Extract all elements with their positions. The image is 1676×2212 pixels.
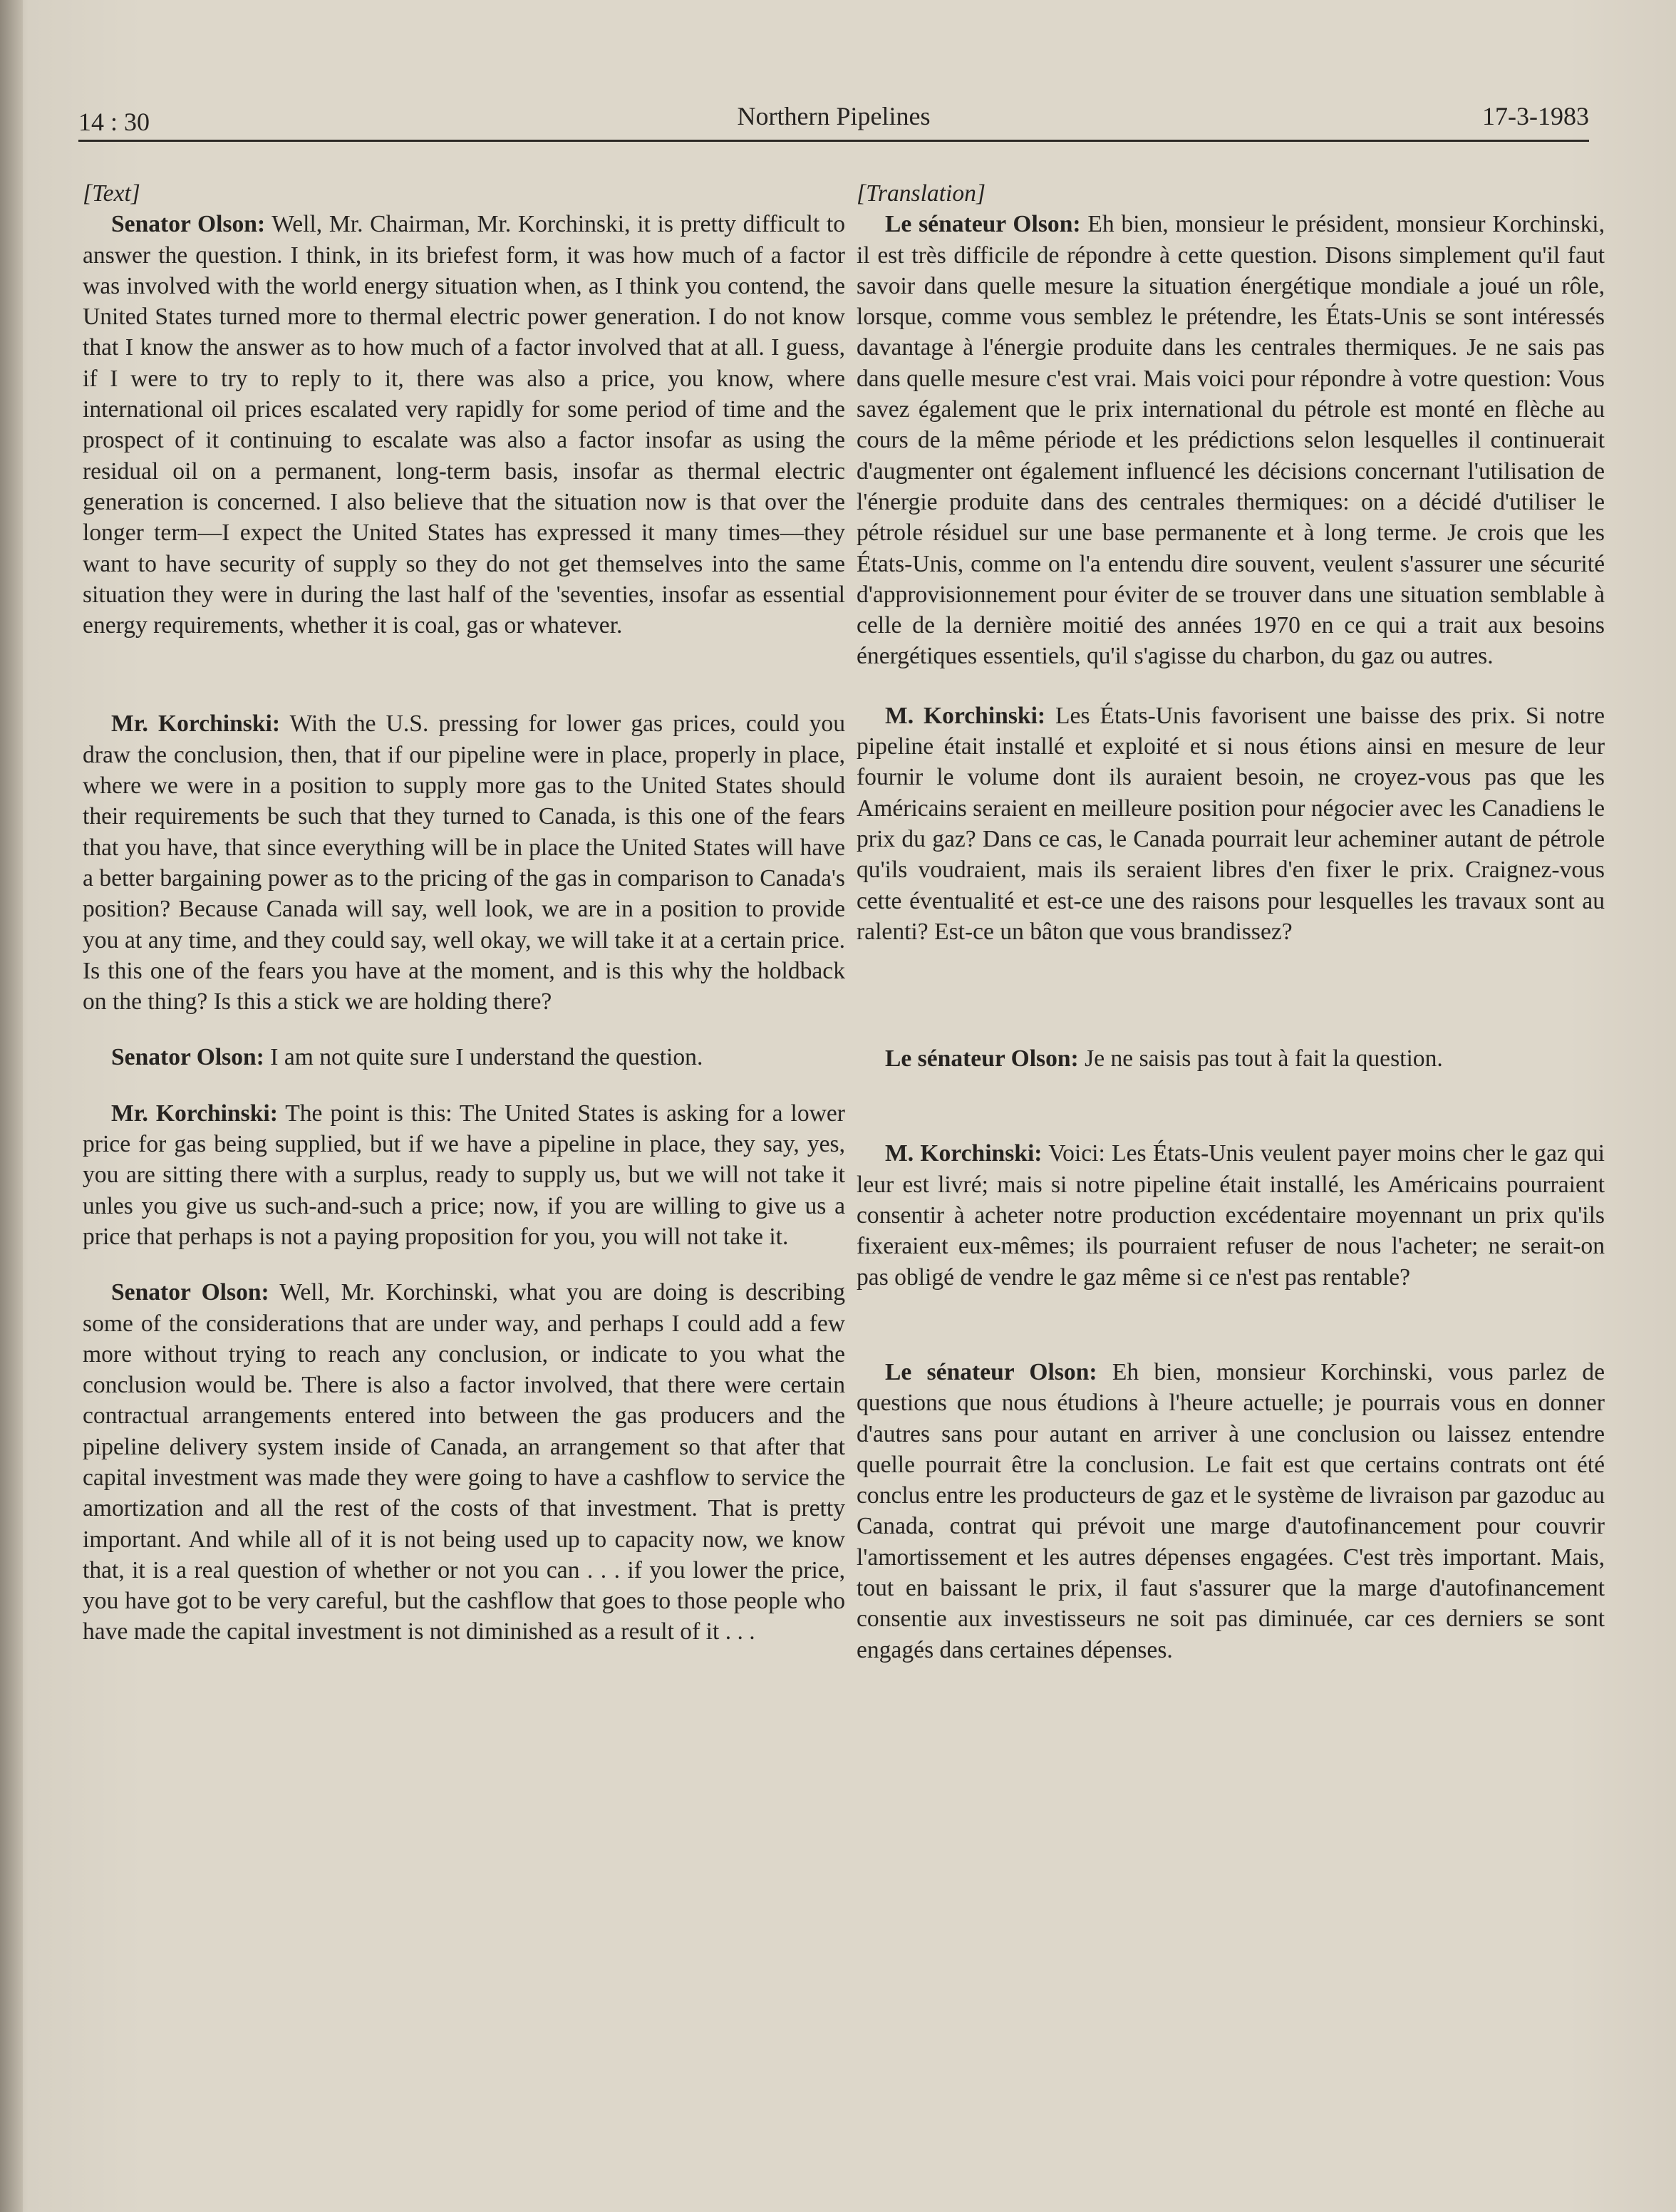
running-header — [78, 91, 1589, 142]
paragraph-text: Eh bien, monsieur le président, monsieur Korchinski, il est très difficile de répondre à cette question. Disons simplement qu'il faut savoir dans quelle mesure la situation énergétique mondiale a joué un rôle, lorsque, comme vous semblez le prétendre, les États-Unis se sont intéressés davantage à l'énergie produite dans les centrales thermiques. Je ne sais pas dans quelle mesure c'est vrai. Mais voici pour répondre à votre question: Vous savez également que le prix international du pétrole est monté en flèche au cours de la même période et les prédictions selon lesquelles il continuerait d'augmenter ont également influencé les décisions concernant l'utilisation de l'énergie produite dans des centrales thermiques: on a décidé d'utiliser le pétrole résiduel sur une base permanente et à long terme. Je crois que les États-Unis, comme on l'a entendu dire souvent, veulent s'assurer une sécurité d'approvisionnement pour éviter de se trouver dans une situation semblable à celle de la dernière moitié des années 1970 en ce qui a trait aux besoins énergétiques essentiels, qu'il s'agisse du charbon, du gaz ou autres. — [857, 211, 1605, 670]
paragraph-text: Well, Mr. Korchinski, what you are doing is describing some of the considerations that are under way, and perhaps I could add a few more without trying to reach any conclusion, or indicate to you what the conclusion would be. There is also a factor involved, that there were certain contractual arrangements entered into between the gas producers and the pipeline delivery system inside of Canada, an arrangement so that after that capital investment was made they were going to have a cashflow to service the amortization and all the rest of the costs of that investment. That is pretty important. And while all of it is not being used up to capacity now, we know that, it is a real question of whether or not you can . . . if you lower the price, you have got to be very careful, but the cashflow that goes to those people who have made the capital investment is not diminished as a result of it . . . — [83, 1279, 845, 1645]
paragraph-text: With the U.S. pressing for lower gas prices, could you draw the conclusion, then, that if our pipeline were in place, properly in place, where we were in a position to supply more gas to the United States should their requirements be such that they turned to Canada, is this one of the fears that you have, that since everything will be in place the United States will have a better bargaining power as to the pricing of the gas in comparison to Canada's position? Because Canada will say, well look, we are in a position to provide you at any time, and they could say, well okay, we will take it at a certain price. Is this one of the fears you have at the moment, and is this why the holdback on the thing? Is this a stick we are holding there? — [83, 710, 846, 1015]
paragraph — [83, 1042, 845, 1073]
speaker-name: Mr. Korchinski: — [111, 1100, 278, 1127]
paragraph — [857, 1357, 1605, 1665]
speaker-name: Le sénateur Olson: — [885, 1045, 1079, 1073]
paragraph — [857, 701, 1605, 947]
speaker-name: M. Korchinski: — [885, 1140, 1043, 1167]
paragraph — [83, 708, 845, 1017]
header-date: 17-3-1983 — [1482, 102, 1589, 130]
column-label: [Translation] — [857, 180, 986, 207]
paragraph — [857, 209, 1605, 671]
paragraph-text: Well, Mr. Chairman, Mr. Korchinski, it is pretty difficult to answer the question. I think, in its briefest form, it was how much of a factor was involved with the world energy situation when, as I think you contend, the United States turned more to thermal electric power generation. I do not know that I know the answer as to how much of a factor involved that at all. I guess, if I were to try to reply to it, there was also a price, you know, where international oil prices escalated very rapidly for some period of time and the prospect of it continuing to escalate was also a factor insofar as using the residual oil on a permanent, long-term basis, insofar as thermal electric generation is concerned. I also believe that the situation now is that over the longer term—I expect the United States has expressed it many times—they want to have security of supply so they do not get themselves into the same situation they were in during the last half of the 'seventies, insofar as essential energy requirements, whether it is coal, gas or whatever. — [83, 211, 845, 639]
paragraph — [83, 209, 845, 641]
paragraph — [857, 1043, 1605, 1074]
paragraph — [857, 1138, 1605, 1292]
paragraph-text: Voici: Les États-Unis veulent payer moins cher le gaz qui leur est livré; mais si notre pipeline était installé, les Américains pourraient consentir à acheter notre production excédentaire moyennant un prix qu'ils fixeraient eux-mêmes; ils pourraient refuser de nous l'acheter; ne serait-on pas obligé de vendre le gaz même si ce n'est pas rentable? — [857, 1140, 1605, 1291]
header-title: Northern Pipelines — [737, 102, 931, 130]
paragraph-text: I am not quite sure I understand the question. — [264, 1044, 703, 1071]
french-column — [857, 178, 1605, 1665]
paragraph-text: The point is this: The United States is asking for a lower price for gas being supplied, but if we have a pipeline in place, they say, yes, you are sitting there with a surplus, ready to supply us, but we will not take it unles you give us such-and-such a price; now, if you are willing to give us a price that perhaps is not a paying proposition for you, you will not take it. — [83, 1100, 845, 1250]
speaker-name: Senator Olson: — [111, 211, 266, 238]
speaker-name: Le sénateur Olson: — [885, 1358, 1097, 1385]
paragraph-text: Les États-Unis favorisent une baisse des prix. Si notre pipeline était installé et exploité et si nous étions ainsi en mesure de leur fournir le volume dont ils auraient besoin, ne croyez-vous pas que les Américains seraient en meilleure position pour négocier avec les Canadiens le prix du gaz? Dans ce cas, le Canada pourrait leur acheminer autant de pétrole qu'ils voudraient, mais ils seraient libres d'en fixer le prix. Craignez-vous cette éventualité et est-ce une des raisons pour lesquelles les travaux sont au ralenti? Est-ce un bâton que vous brandissez? — [857, 702, 1605, 945]
speaker-name: Le sénateur Olson: — [885, 211, 1081, 238]
paragraph — [83, 1098, 845, 1252]
english-column — [83, 178, 845, 1648]
speaker-name: M. Korchinski: — [885, 702, 1046, 729]
speaker-name: Senator Olson: — [111, 1279, 269, 1306]
column-label: [Text] — [83, 180, 140, 207]
paragraph-text: Eh bien, monsieur Korchinski, vous parlez de questions que nous étudions à l'heure actuelle; je pourrais vous en donner d'autres sans pour autant en arriver à une conclusion ou laissez entendre quelle pourrait être la conclusion. Le fait est que certains contrats ont été conclus entre les producteurs de gaz et le système de livraison par gazoduc au Canada, contrat qui prévoit une marge d'autofinancement pour couvrir l'amortissement et les autres dépenses engagées. C'est très important. Mais, tout en baissant le prix, il faut s'assurer que la marge d'autofinancement consentie aux investisseurs ne soit pas diminuée, car ces derniers se sont engagés dans certaines dépenses. — [857, 1358, 1605, 1663]
paragraph — [83, 1277, 845, 1648]
paragraph-text: Je ne saisis pas tout à fait la question. — [1078, 1045, 1443, 1073]
speaker-name: Senator Olson: — [111, 1044, 264, 1071]
page-number: 14 : 30 — [78, 108, 150, 136]
book-binding — [0, 0, 23, 2212]
speaker-name: Mr. Korchinski: — [111, 710, 281, 738]
